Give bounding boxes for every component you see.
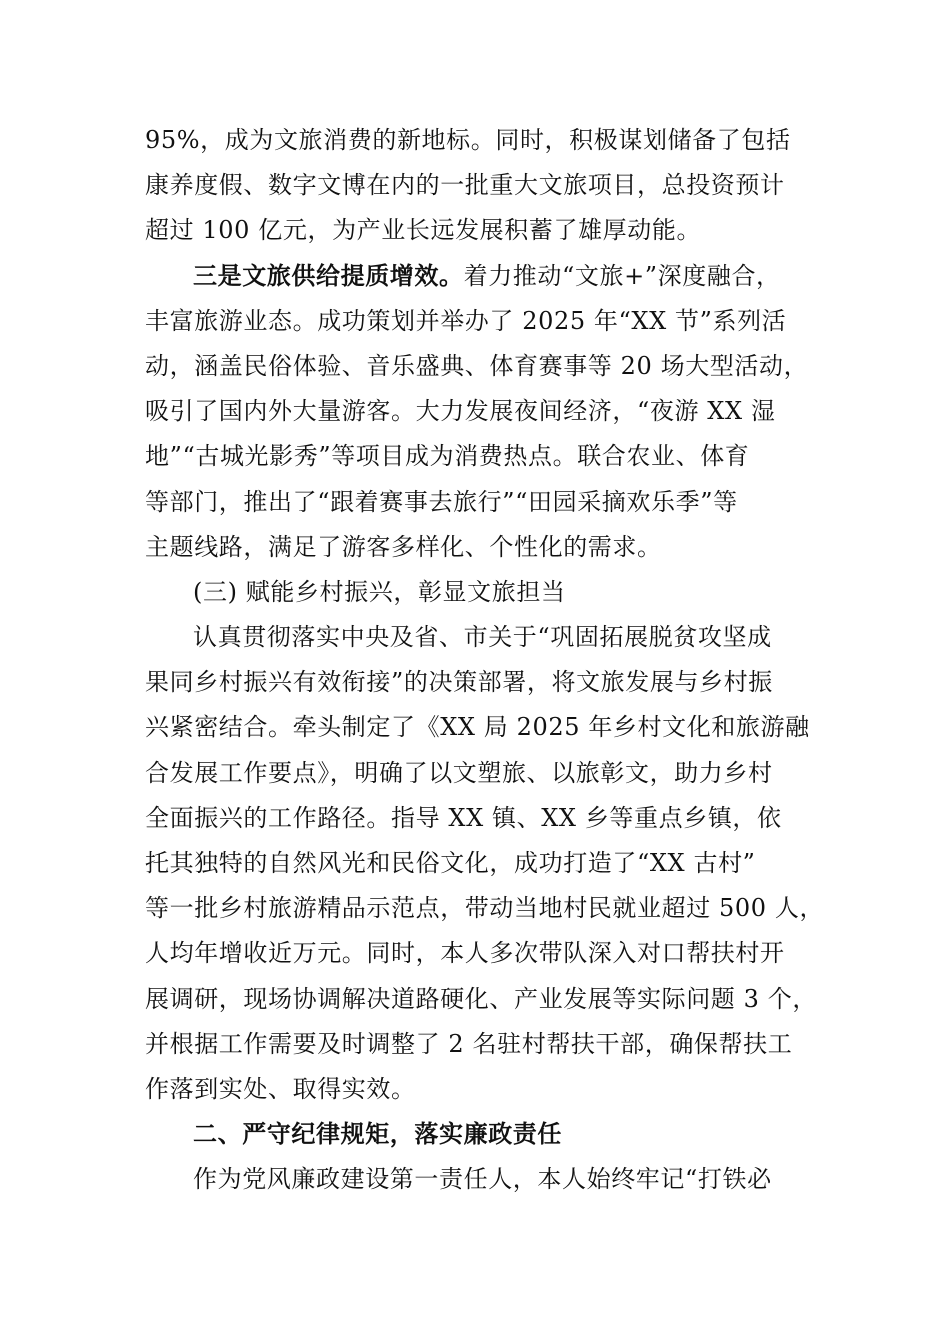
text-line: 主题线路，满足了游客多样化、个性化的需求。 — [145, 532, 662, 561]
subheading-rural-revitalization: (三) 赋能乡村振兴，彰显文旅担当 — [193, 577, 566, 606]
text-line: 作落到实处、取得实效。 — [145, 1074, 416, 1103]
text-line: 全面振兴的工作路径。指导 XX 镇、XX 乡等重点乡镇，依 — [145, 803, 782, 832]
text-line: 展调研，现场协调解决道路硬化、产业发展等实际问题 3 个， — [145, 984, 817, 1013]
text-line: 吸引了国内外大量游客。大力发展夜间经济，“夜游 XX 湿 — [145, 397, 776, 426]
text-line: 康养度假、数字文博在内的一批重大文旅项目，总投资预计 — [145, 171, 785, 200]
paragraph-integrity-responsibility — [145, 1157, 823, 1202]
text-line: 兴紧密结合。牵头制定了《XX 局 2025 年乡村文化和旅游融 — [145, 713, 810, 742]
paragraph-continuation — [145, 118, 823, 254]
text-line: 并根据工作需要及时调整了 2 名驻村帮扶干部，确保帮扶工 — [145, 1029, 793, 1058]
document-page — [145, 118, 823, 1203]
text-line — [145, 254, 823, 299]
paragraph-lead-bold: 三是文旅供给提质增效。 — [193, 261, 464, 290]
paragraph-rural-revitalization — [145, 615, 823, 1112]
text-line: 地”“古城光影秀”等项目成为消费热点。联合农业、体育 — [145, 442, 750, 471]
text-line: 超过 100 亿元，为产业长远发展积蓄了雄厚动能。 — [145, 216, 702, 245]
text-line: 果同乡村振兴有效衔接”的决策部署，将文旅发展与乡村振 — [145, 668, 773, 697]
text-line: 托其独特的自然风光和民俗文化，成功打造了“XX 古村” — [145, 849, 756, 877]
text-line: 95%，成为文旅消费的新地标。同时，积极谋划储备了包括 — [145, 126, 791, 154]
text-line: 丰富旅游业态。成功策划并举办了 2025 年“XX 节”系列活 — [145, 306, 787, 335]
text-line: 动，涵盖民俗体验、音乐盛典、体育赛事等 20 场大型活动， — [145, 351, 809, 380]
text-line: 合发展工作要点》，明确了以文塑旅、以旅彰文，助力乡村 — [145, 758, 773, 787]
text-line: 等部门，推出了“跟着赛事去旅行”“田园采摘欢乐季”等 — [145, 487, 738, 516]
text-line: 等一批乡村旅游精品示范点，带动当地村民就业超过 500 人， — [145, 894, 825, 923]
text-line: 作为党风廉政建设第一责任人，本人始终牢记“打铁必 — [193, 1165, 772, 1194]
text-line: 人均年增收近万元。同时，本人多次带队深入对口帮扶村开 — [145, 939, 785, 968]
paragraph-lead-rest: 着力推动“文旅+”深度融合， — [463, 261, 781, 290]
text-line: 认真贯彻落实中央及省、市关于“巩固拓展脱贫攻坚成 — [193, 623, 772, 652]
paragraph-supply-quality — [145, 254, 823, 570]
section-heading-discipline: 二、严守纪律规矩，落实廉政责任 — [193, 1120, 562, 1149]
